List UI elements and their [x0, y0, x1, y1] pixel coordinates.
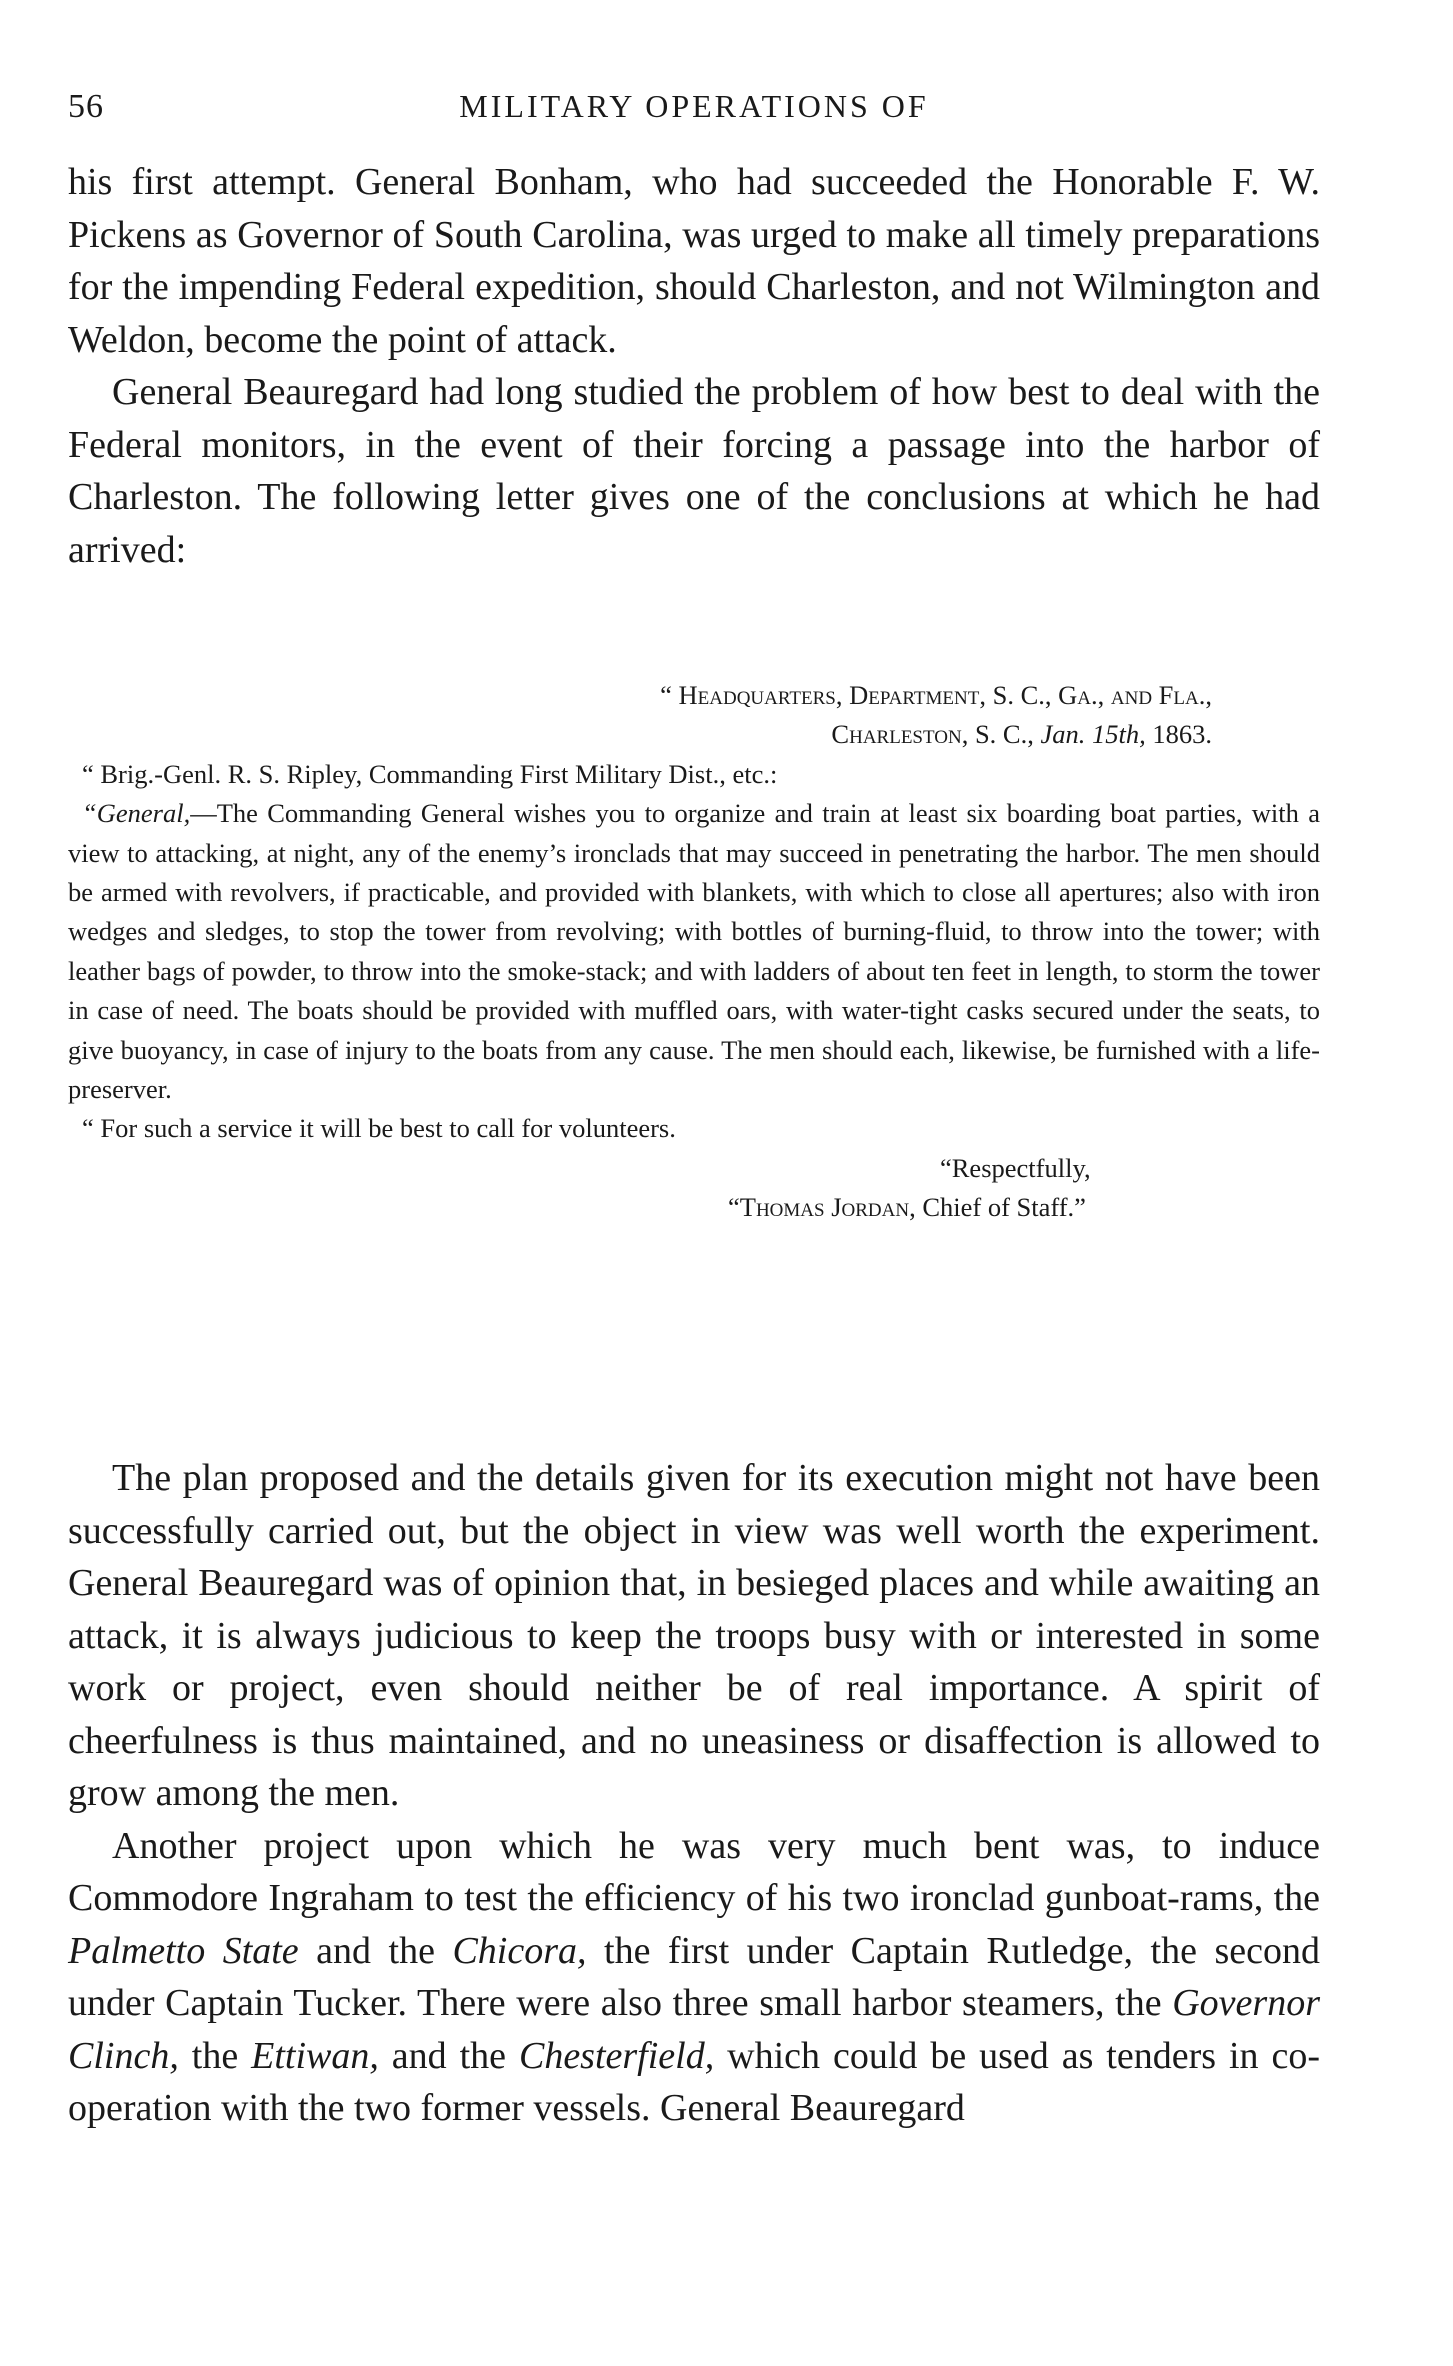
- ship-name: Palmetto State: [68, 1929, 299, 1972]
- ship-name: Chesterfield,: [518, 2034, 715, 2077]
- letter-salutation: “General,: [82, 798, 191, 829]
- paragraph: General Beauregard had long studied the problem of how best to deal with the Federal monitors, in the event of their forcing a passage into the harbor of Charleston. The following letter gives one of the conclusions at which he had arrived:: [68, 371, 1320, 571]
- text-run: the first under Captain Rutledge, the second under Captain Tucker. There were also three small harbor steamers, the: [68, 1929, 1320, 2024]
- text-run: which could be used as tenders in co-operation with the two former vessels. General Beauregard: [68, 2034, 1320, 2129]
- letter-body: [68, 794, 1320, 1109]
- letter-date: Jan. 15th,: [1040, 719, 1146, 750]
- body-text-top: [68, 156, 1320, 576]
- text-run: Another project upon which he was very much bent was, to induce Commodore Ingraham to test the efficiency of his two ironclad gunboat-rams, the: [68, 1824, 1320, 1919]
- ship-name: Ettiwan,: [251, 2034, 379, 2077]
- ship-name: Governor Clinch,: [68, 1982, 1320, 2077]
- paragraph: The plan proposed and the details given for its execution might not have been successfully carried out, but the object in view was well worth the experiment. General Beauregard was of opinion that, in besieged places and while awaiting an attack, it is always judicious to keep the troops busy with or interested in some work or project, even should neither be of real importance. A spirit of cheerfulness is thus maintained, and no uneasiness or disaffection is allowed to grow among the men.: [68, 1457, 1320, 1814]
- letter-heading-line2: [68, 715, 1320, 754]
- letter-signature: [68, 1188, 1320, 1227]
- text-run: and the: [378, 2034, 519, 2077]
- letter-heading-line1: “ Headquarters, Department, S. C., Ga., and Fla.,: [660, 680, 1212, 710]
- signature-name: “Thomas Jordan,: [728, 1192, 916, 1223]
- text-run: and the: [298, 1929, 453, 1972]
- ship-name: Chicora,: [452, 1929, 587, 1972]
- page-header: [68, 88, 1320, 138]
- letter-place: Charleston, S. C.,: [831, 719, 1041, 750]
- text-run: the: [178, 2034, 252, 2077]
- letter-closing-note: “ For such a service it will be best to call for volunteers.: [82, 1113, 676, 1144]
- letter-signoff: “Respectfully,: [940, 1152, 1091, 1183]
- page-number: 56: [68, 88, 104, 125]
- letter-year: 1863.: [1145, 719, 1212, 750]
- body-text-bottom: [68, 1452, 1320, 2135]
- letter-addressee: “ Brig.-Genl. R. S. Ripley, Commanding First Military Dist., etc.:: [82, 758, 778, 789]
- letter-body-text: —The Commanding General wishes you to organize and train at least six boarding boat parties, with a view to attacking, at night, any of the enemy’s ironclads that may succeed in penetrating the harbor. The men should be armed with revolvers, if practicable, and provided with blankets, with which to close all apertures; also with iron wedges and sledges, to stop the tower from revolving; with bottles of burning-fluid, to throw into the tower; with leather bags of powder, to throw into the smoke-stack; and with ladders of about ten feet in length, to storm the tower in case of need. The boats should be provided with muffled oars, with water-tight casks secured under the seats, to give buoyancy, in case of injury to the boats from any cause. The men should each, likewise, be furnished with a life-preserver.: [68, 798, 1320, 1105]
- quoted-letter: [68, 676, 1320, 1228]
- running-title: MILITARY OPERATIONS OF: [459, 88, 929, 124]
- paragraph: his first attempt. General Bonham, who had succeeded the Honorable F. W. Pickens as Governor of South Carolina, was urged to make all timely preparations for the impending Federal expedition, should Charleston, and not Wilmington and Weldon, become the point of attack.: [68, 161, 1320, 361]
- paragraph: [68, 1820, 1320, 2135]
- signature-title: Chief of Staff.”: [915, 1192, 1086, 1223]
